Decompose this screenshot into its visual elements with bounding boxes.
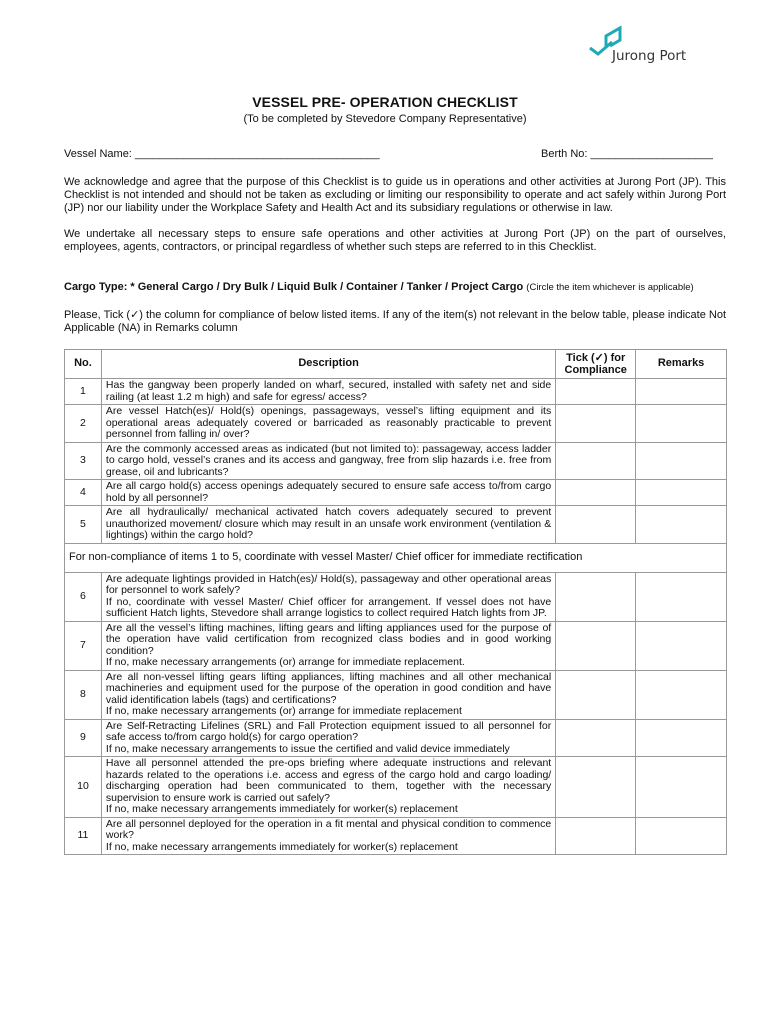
table-header-row — [65, 350, 727, 379]
tick-cell[interactable] — [556, 442, 636, 480]
description-line: Are all hydraulically/ mechanical activated hatch covers adequately secured to prevent unauthorized movement/ closure which may result in an unsafe work environment (ventilation & lightings) within the cargo hold? — [105, 506, 552, 541]
table-row — [65, 817, 727, 855]
description-line: If no, make necessary arrangements immediately for worker(s) replacement — [105, 803, 458, 815]
description-line: If no, make necessary arrangements immediately for worker(s) replacement — [105, 840, 458, 853]
row-description — [101, 405, 555, 443]
row-description — [101, 670, 555, 719]
table-row — [65, 442, 727, 480]
row-description — [101, 506, 555, 544]
description-line: Are adequate lightings provided in Hatch(es)/ Hold(s), passageway and other operational areas for personnel to work safely? — [105, 572, 552, 596]
row-number: 4 — [65, 480, 102, 506]
description-line: Are all the vessel’s lifting machines, lifting gears and lifting appliances used for the purpose of the operation have valid certification from recognized class bodies and in good working condition? — [105, 621, 552, 657]
row-number: 3 — [65, 442, 102, 480]
row-number: 1 — [65, 379, 102, 405]
description-line: Have all personnel attended the pre-ops briefing where adequate instructions and relevant hazards related to the operations i.e. access and egress of the cargo hold and cargo loading/ discharging operation had been communicated to them, together with the necessary supervision to ensure work is carried out safely? — [105, 757, 552, 804]
table-note-row — [65, 543, 727, 572]
cargo-type-label: Cargo Type: * General Cargo / Dry Bulk / Liquid Bulk / Container / Tanker / Project Cargo — [64, 281, 524, 293]
tick-cell[interactable] — [556, 506, 636, 544]
row-number: 5 — [65, 506, 102, 544]
description-line: Are all cargo hold(s) access openings adequately secured to ensure safe access to/from cargo hold by all personnel? — [105, 480, 552, 504]
tick-cell[interactable] — [556, 379, 636, 405]
header-description: Description — [101, 350, 555, 379]
remarks-cell[interactable] — [636, 379, 727, 405]
remarks-cell[interactable] — [636, 572, 727, 621]
header-remarks: Remarks — [636, 350, 727, 379]
header-no: No. — [65, 350, 102, 379]
description-line: Has the gangway been properly landed on wharf, secured, installed with safety net and side railing (at least 1.2 m high) and safe for egress/ access? — [105, 379, 552, 403]
remarks-cell[interactable] — [636, 817, 727, 855]
page-subtitle: (To be completed by Stevedore Company Representative) — [243, 113, 527, 125]
row-description — [101, 379, 555, 405]
table-row — [65, 621, 727, 670]
row-number: 10 — [65, 757, 102, 818]
cargo-type-line — [64, 281, 694, 293]
description-line: Are the commonly accessed areas as indicated (but not limited to): passageway, access ladder to cargo hold, vessel’s cranes and its access and gangway, free from slip hazards i.e. free from grease, oil and lubricants? — [105, 442, 552, 478]
row-number: 7 — [65, 621, 102, 670]
checklist-table — [64, 349, 727, 855]
vessel-name-field[interactable]: Vessel Name: ________________________________________ — [64, 148, 380, 160]
row-description — [101, 480, 555, 506]
tick-cell[interactable] — [556, 670, 636, 719]
description-line: Are all non-vessel lifting gears lifting appliances, lifting machines and all other mechanical machineries and equipment used for the purpose of the operation in good condition and have valid identification labels (tags) and certifications? — [105, 670, 552, 706]
tick-cell[interactable] — [556, 572, 636, 621]
table-row — [65, 480, 727, 506]
row-description — [101, 719, 555, 757]
description-line: If no, make necessary arrangements (or) arrange for immediate replacement — [105, 705, 462, 717]
tick-cell[interactable] — [556, 480, 636, 506]
row-number: 8 — [65, 670, 102, 719]
page-title: VESSEL PRE- OPERATION CHECKLIST — [252, 94, 518, 110]
undertaking-paragraph: We undertake all necessary steps to ensure safe operations and other activities at Jurong Port (JP) on the part of ourselves, employees, agents, contractors, or principal regardless of whether such steps are referred to in this Checklist. — [64, 228, 726, 253]
tick-cell[interactable] — [556, 817, 636, 855]
table-row — [65, 757, 727, 818]
row-number: 11 — [65, 817, 102, 855]
description-line: Are all personnel deployed for the operation in a fit mental and physical condition to commence work? — [105, 817, 552, 841]
tick-cell[interactable] — [556, 621, 636, 670]
table-row — [65, 670, 727, 719]
remarks-cell[interactable] — [636, 405, 727, 443]
row-description — [101, 572, 555, 621]
cargo-type-note: (Circle the item whichever is applicable) — [526, 282, 694, 293]
description-line: Are vessel Hatch(es)/ Hold(s) openings, passageways, vessel’s lifting equipment and its operational areas adequately covered or barricaded as reasonably practicable to prevent personnel from falling in/ over? — [105, 405, 552, 440]
remarks-cell[interactable] — [636, 670, 727, 719]
row-description — [101, 757, 555, 818]
row-number: 6 — [65, 572, 102, 621]
table-row — [65, 506, 727, 544]
row-description — [101, 817, 555, 855]
row-number: 2 — [65, 405, 102, 443]
description-line: If no, coordinate with vessel Master/ Chief officer for arrangement. If vessel does not have sufficient Hatch lights, Stevedore shall arrange logistics to collect required Hatch lights from JP. — [105, 595, 552, 619]
tick-cell[interactable] — [556, 757, 636, 818]
remarks-cell[interactable] — [636, 719, 727, 757]
acknowledgement-paragraph: We acknowledge and agree that the purpose of this Checklist is to guide us in operations and other activities at Jurong Port (JP). This Checklist is not intended and should not be taken as excluding or limiting our responsibility to operate and act safely within Jurong Port (JP) nor our liability under the Workplace Safety and Health Act and its subsidiary regulations or otherwise in law. — [64, 176, 726, 214]
row-number: 9 — [65, 719, 102, 757]
logo-text: Jurong Port — [612, 48, 687, 64]
tick-cell[interactable] — [556, 719, 636, 757]
description-line: If no, make necessary arrangements to issue the certified and valid device immediately — [105, 742, 510, 755]
berth-no-field[interactable]: Berth No: ____________________ — [541, 148, 713, 160]
instruction-paragraph: Please, Tick (✓) the column for compliance of below listed items. If any of the item(s) not relevant in the below table, please indicate Not Applicable (NA) in Remarks column — [64, 309, 726, 334]
remarks-cell[interactable] — [636, 442, 727, 480]
non-compliance-note: For non-compliance of items 1 to 5, coordinate with vessel Master/ Chief officer for immediate rectification — [65, 543, 727, 572]
remarks-cell[interactable] — [636, 757, 727, 818]
table-row — [65, 405, 727, 443]
table-row — [65, 379, 727, 405]
remarks-cell[interactable] — [636, 480, 727, 506]
table-row — [65, 719, 727, 757]
remarks-cell[interactable] — [636, 506, 727, 544]
row-description — [101, 621, 555, 670]
row-description — [101, 442, 555, 480]
table-row — [65, 572, 727, 621]
remarks-cell[interactable] — [636, 621, 727, 670]
description-line: Are Self-Retracting Lifelines (SRL) and Fall Protection equipment issued to all personnel for safe access to/from cargo hold(s) for cargo operation? — [105, 719, 552, 743]
description-line: If no, make necessary arrangements (or) arrange for immediate replacement. — [105, 656, 465, 668]
header-tick: Tick (✓) for Compliance — [556, 350, 636, 379]
tick-cell[interactable] — [556, 405, 636, 443]
